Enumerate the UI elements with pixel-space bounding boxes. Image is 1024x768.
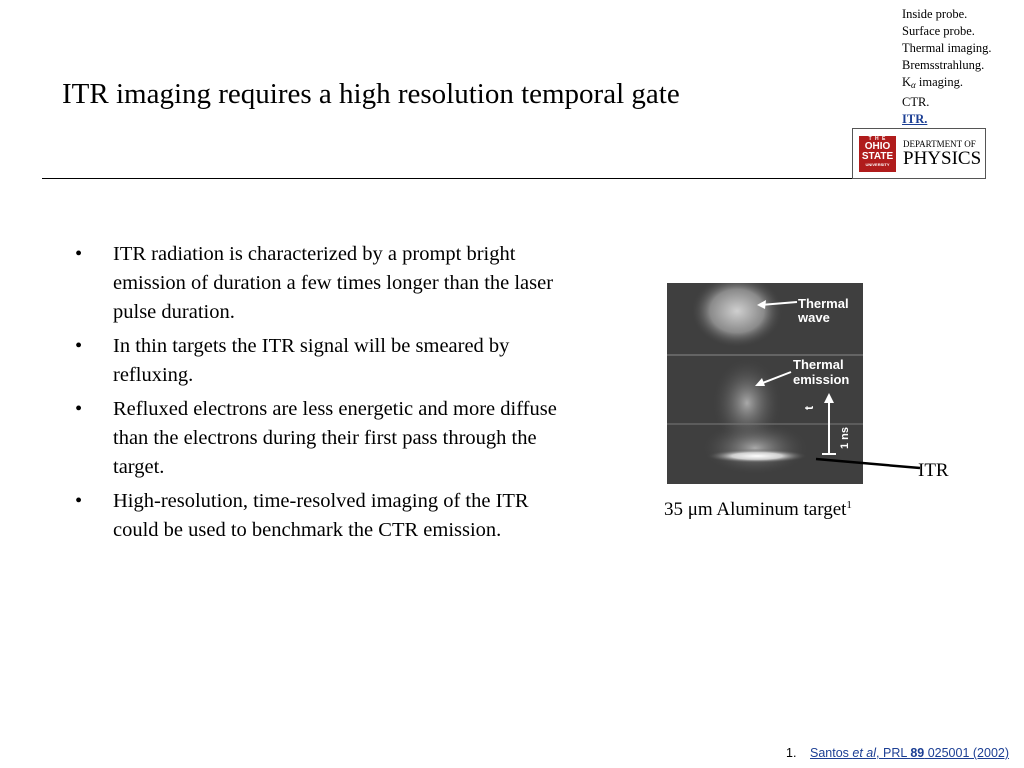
nav-item-k-alpha-imaging[interactable] [902,74,992,94]
nav-item-inside-probe[interactable]: Inside probe. [902,7,968,21]
bullet-item [72,395,562,482]
seal-line-1: T H E [868,136,887,142]
footnote [786,746,1009,760]
seal-line-2: OHIO [864,141,891,152]
nav-item-itr[interactable]: ITR. [902,112,928,126]
footnote-journal: , PRL [876,746,911,760]
footnote-rest: 025001 (2002) [924,746,1010,760]
bullet-text: Refluxed electrons are less energetic and more diffuse than the electrons during their first pass through the target. [113,398,557,478]
bullet-list [72,240,562,550]
seal-line-3: STATE [861,151,894,162]
section-nav [902,6,992,128]
itr-label: ITR [918,460,949,481]
bullet-symbol: • [75,490,83,512]
bullet-item [72,332,562,390]
seal-line-4: UNIVERSITY [865,162,890,167]
osu-physics-logo [852,128,986,179]
caption-ref: 1 [846,499,852,511]
label-thermal-wave-1: Thermal [798,296,849,311]
footnote-etal: et al [852,746,877,760]
nav-item-surface-probe[interactable]: Surface probe. [902,24,975,38]
label-thermal-wave-2: wave [798,310,830,325]
label-thermal-emission-1: Thermal [793,357,844,372]
nav-k-main: K [902,75,912,89]
bullet-symbol: • [75,398,83,420]
footnote-link[interactable] [810,746,1009,760]
footnote-number: 1. [786,746,797,760]
footnote-volume: 89 [910,746,925,760]
nav-item-bremsstrahlung[interactable]: Bremsstrahlung. [902,58,985,72]
title-divider [42,178,854,179]
nav-k-sub: α [911,80,916,90]
bullet-text: High-resolution, time-resolved imaging of the ITR could be used to benchmark the CTR emission. [113,490,529,541]
bullet-text: In thin targets the ITR signal will be smeared by refluxing. [113,335,510,386]
department-name [903,139,985,169]
department-line-2: PHYSICS [903,148,982,169]
osu-seal-icon [859,136,896,172]
label-time-axis: t [802,406,816,410]
slide-title: ITR imaging requires a high resolution temporal gate [62,78,680,110]
nav-k-rest: imaging. [915,75,963,89]
department-line-1: DEPARTMENT OF [903,139,976,149]
label-thermal-emission-2: emission [793,372,850,387]
itr-pointer-arrow [812,455,922,475]
caption-text: 35 μm Aluminum target [664,499,847,520]
bullet-item [72,487,562,545]
nav-item-thermal-imaging[interactable]: Thermal imaging. [902,41,992,55]
figure-caption [664,499,852,521]
label-scale: 1 ns [839,426,851,449]
itr-streak-image [667,283,863,484]
bullet-item [72,240,562,327]
footnote-author: Santos [810,746,853,760]
bullet-symbol: • [75,243,83,265]
bullet-symbol: • [75,335,83,357]
nav-item-ctr[interactable]: CTR. [902,95,930,109]
bullet-text: ITR radiation is characterized by a prompt bright emission of duration a few times longer than the laser pulse duration. [113,243,554,323]
